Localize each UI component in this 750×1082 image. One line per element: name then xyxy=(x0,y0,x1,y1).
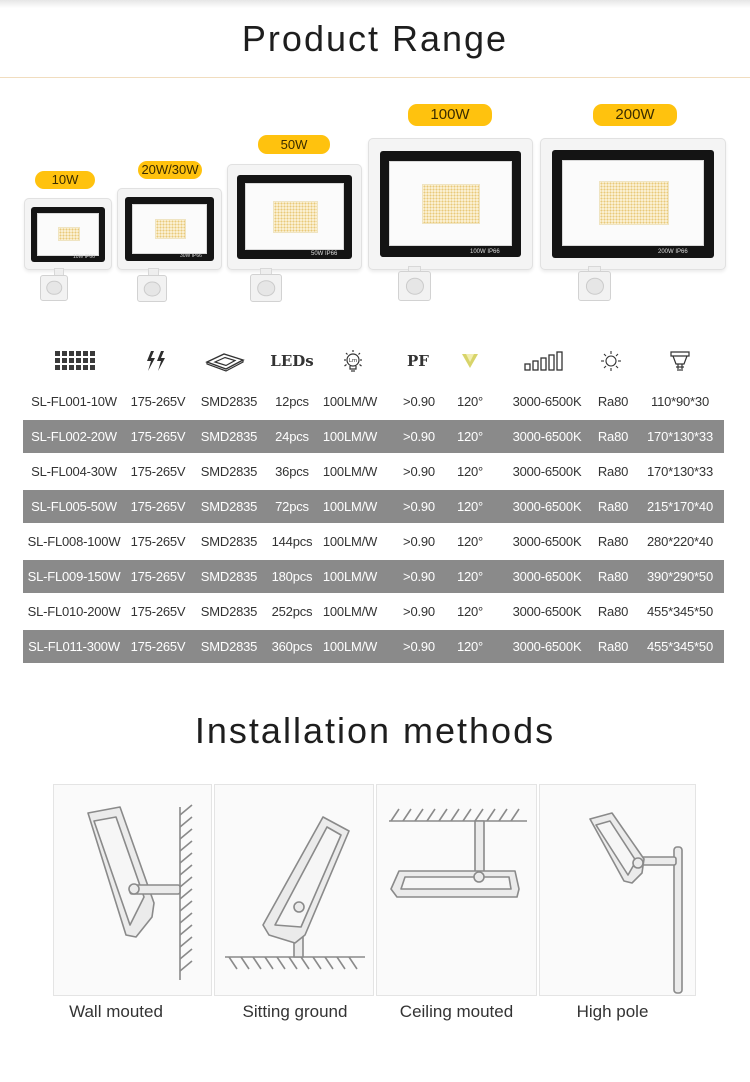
beam-angle-cell: 120° xyxy=(456,534,484,549)
color-temperature-icon xyxy=(522,348,566,374)
table-row xyxy=(23,525,724,558)
cri-cell: Ra80 xyxy=(597,534,629,549)
cri-cell: Ra80 xyxy=(597,499,629,514)
wall-mount-icon xyxy=(53,784,212,996)
size-cell: 215*170*40 xyxy=(647,499,713,514)
size-cell: 170*130*33 xyxy=(647,464,713,479)
installation-title: Installation methods xyxy=(194,710,556,751)
efficacy-cell: 100LM/W xyxy=(322,464,378,479)
leds-label: LEDs xyxy=(270,352,314,370)
product-badge: 50W xyxy=(258,135,330,154)
table-row xyxy=(23,560,724,593)
product-badge: 10W xyxy=(35,171,95,189)
ceiling-mount-icon xyxy=(376,784,537,996)
dimension-icon xyxy=(666,348,694,374)
size-cell: 280*220*40 xyxy=(647,534,713,549)
product-label: 10W IP66 xyxy=(73,254,95,260)
efficacy-cell: 100LM/W xyxy=(322,499,378,514)
led-count-cell: 180pcs xyxy=(271,569,313,584)
chip-cell: SMD2835 xyxy=(200,534,258,549)
efficacy-cell: 100LM/W xyxy=(322,394,378,409)
model-cell: SL-FL004-30W xyxy=(31,464,117,479)
table-row xyxy=(23,385,724,418)
efficacy-cell: 100LM/W xyxy=(322,569,378,584)
led-count-cell: 144pcs xyxy=(271,534,313,549)
pf-cell: >0.90 xyxy=(403,569,435,584)
floodlight-image xyxy=(24,198,112,270)
led-count-cell: 72pcs xyxy=(275,499,309,514)
color-rendering-icon xyxy=(598,348,624,374)
cct-cell: 3000-6500K xyxy=(512,569,582,584)
motion-sensor xyxy=(40,275,68,301)
cri-cell: Ra80 xyxy=(597,394,629,409)
chip-cell: SMD2835 xyxy=(200,464,258,479)
voltage-cell: 175-265V xyxy=(130,429,186,444)
beam-angle-cell: 120° xyxy=(456,569,484,584)
pole-mount-icon xyxy=(539,784,696,996)
product-label: 50W IP66 xyxy=(311,251,338,257)
pf-cell: >0.90 xyxy=(403,499,435,514)
table-row xyxy=(23,490,724,523)
voltage-cell: 175-265V xyxy=(130,499,186,514)
beam-angle-cell: 120° xyxy=(456,429,484,444)
led-count-cell: 360pcs xyxy=(271,639,313,654)
efficacy-cell: 100LM/W xyxy=(322,639,378,654)
beam-angle-cell: 120° xyxy=(456,464,484,479)
cri-cell: Ra80 xyxy=(597,464,629,479)
led-count-cell: 12pcs xyxy=(275,394,309,409)
lumen-bulb-icon xyxy=(340,348,366,374)
product-label: 30W IP66 xyxy=(180,253,202,259)
product-label: 200W IP66 xyxy=(658,249,688,255)
cct-cell: 3000-6500K xyxy=(512,429,582,444)
voltage-icon xyxy=(143,348,171,374)
top-shadow xyxy=(0,0,750,8)
cri-cell: Ra80 xyxy=(597,429,629,444)
led-count-cell: 252pcs xyxy=(271,604,313,619)
model-cell: SL-FL011-300W xyxy=(28,639,120,654)
pf-cell: >0.90 xyxy=(403,464,435,479)
product-label: 100W IP66 xyxy=(470,249,500,255)
installation-caption: Sitting ground xyxy=(242,1002,348,1021)
cct-cell: 3000-6500K xyxy=(512,499,582,514)
size-cell: 110*90*30 xyxy=(651,394,709,409)
product-badge: 100W xyxy=(408,104,492,126)
installation-caption: Ceiling mouted xyxy=(399,1002,514,1021)
cct-cell: 3000-6500K xyxy=(512,464,582,479)
page-title: Product Range xyxy=(241,18,509,59)
size-cell: 455*345*50 xyxy=(647,604,713,619)
power-factor-icon xyxy=(400,348,436,374)
table-row xyxy=(23,595,724,628)
motion-sensor xyxy=(398,271,431,301)
voltage-cell: 175-265V xyxy=(130,639,186,654)
pf-cell: >0.90 xyxy=(403,534,435,549)
voltage-cell: 175-265V xyxy=(130,569,186,584)
led-array-icon xyxy=(53,348,99,374)
pf-cell: >0.90 xyxy=(403,639,435,654)
model-cell: SL-FL005-50W xyxy=(31,499,117,514)
floodlight-image xyxy=(227,164,362,270)
efficacy-cell: 100LM/W xyxy=(322,604,378,619)
beam-angle-cell: 120° xyxy=(456,499,484,514)
led-count-cell: 36pcs xyxy=(275,464,309,479)
model-cell: SL-FL009-150W xyxy=(27,569,121,584)
cct-cell: 3000-6500K xyxy=(512,639,582,654)
size-cell: 390*290*50 xyxy=(647,569,713,584)
model-cell: SL-FL008-100W xyxy=(27,534,121,549)
cct-cell: 3000-6500K xyxy=(512,604,582,619)
motion-sensor xyxy=(578,271,611,301)
lumen-label: Lm xyxy=(348,358,358,364)
pf-cell: >0.90 xyxy=(403,429,435,444)
cct-cell: 3000-6500K xyxy=(512,534,582,549)
cct-cell: 3000-6500K xyxy=(512,394,582,409)
cri-cell: Ra80 xyxy=(597,604,629,619)
chip-cell: SMD2835 xyxy=(200,499,258,514)
floodlight-image xyxy=(368,138,533,270)
chip-cell: SMD2835 xyxy=(200,394,258,409)
table-row xyxy=(23,455,724,488)
voltage-cell: 175-265V xyxy=(130,394,186,409)
floodlight-image xyxy=(117,188,222,270)
product-badge: 200W xyxy=(593,104,677,126)
cri-cell: Ra80 xyxy=(597,569,629,584)
voltage-cell: 175-265V xyxy=(130,534,186,549)
beam-angle-cell: 120° xyxy=(456,639,484,654)
efficacy-cell: 100LM/W xyxy=(322,534,378,549)
size-cell: 455*345*50 xyxy=(647,639,713,654)
model-cell: SL-FL010-200W xyxy=(27,604,121,619)
installation-caption: Wall mouted xyxy=(69,1002,163,1021)
floodlight-image xyxy=(540,138,726,270)
table-row xyxy=(23,630,724,663)
table-row xyxy=(23,420,724,453)
cri-cell: Ra80 xyxy=(597,639,629,654)
voltage-cell: 175-265V xyxy=(130,464,186,479)
pf-label: PF xyxy=(407,352,429,370)
voltage-cell: 175-265V xyxy=(130,604,186,619)
motion-sensor xyxy=(250,274,282,302)
chip-icon xyxy=(203,348,247,374)
pf-cell: >0.90 xyxy=(403,394,435,409)
pf-cell: >0.90 xyxy=(403,604,435,619)
chip-cell: SMD2835 xyxy=(200,639,258,654)
ground-mount-icon xyxy=(214,784,374,996)
beam-angle-icon xyxy=(458,348,482,374)
leds-icon xyxy=(270,348,314,374)
size-cell: 170*130*33 xyxy=(647,429,713,444)
model-cell: SL-FL002-20W xyxy=(31,429,117,444)
product-badge: 20W/30W xyxy=(138,161,202,179)
beam-angle-cell: 120° xyxy=(456,604,484,619)
chip-cell: SMD2835 xyxy=(200,429,258,444)
chip-cell: SMD2835 xyxy=(200,569,258,584)
installation-caption: High pole xyxy=(576,1002,649,1021)
motion-sensor xyxy=(137,275,167,302)
model-cell: SL-FL001-10W xyxy=(31,394,117,409)
efficacy-cell: 100LM/W xyxy=(322,429,378,444)
chip-cell: SMD2835 xyxy=(200,604,258,619)
led-count-cell: 24pcs xyxy=(275,429,309,444)
beam-angle-cell: 120° xyxy=(456,394,484,409)
